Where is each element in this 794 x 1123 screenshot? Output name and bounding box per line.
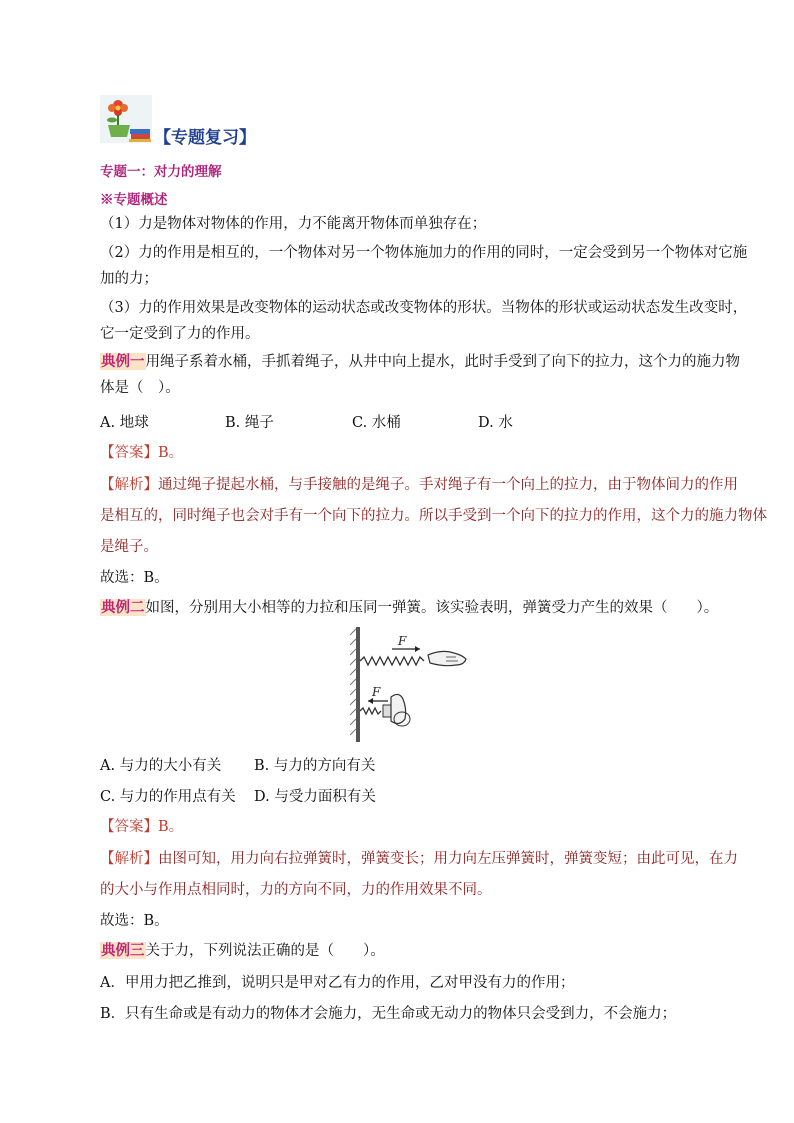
explanation-text: 由图可知，用力向右拉弹簧时，弹簧变长；用力向左压弹簧时，弹簧变短；由此可见，在力 bbox=[158, 851, 738, 867]
example2-option-c: C. 与力的作用点有关 bbox=[100, 789, 236, 805]
example1-option-a: A. 地球 bbox=[100, 415, 149, 431]
example1-answer bbox=[100, 443, 183, 463]
example3-question bbox=[100, 941, 385, 961]
example1-explanation-2: 是相互的，同时绳子也会对手有一个向下的拉力。所以手受到一个向下的拉力的作用，这个力的施力物体 bbox=[100, 508, 767, 524]
example3-label: 典例三 bbox=[101, 942, 145, 959]
answer-label: 【答案】 bbox=[100, 819, 158, 835]
example2-label: 典例二 bbox=[101, 599, 145, 616]
example2-explanation-1 bbox=[100, 849, 738, 869]
answer-label: 【答案】 bbox=[100, 445, 158, 461]
example2-option-b: B. 与力的方向有关 bbox=[254, 758, 376, 774]
explanation-label: 【解析】 bbox=[100, 851, 158, 867]
example1-option-b: B. 绳子 bbox=[225, 415, 274, 431]
overview-line-5: 它一定受到了力的作用。 bbox=[100, 326, 260, 342]
example3-option-b: B．只有生命或是有动力的物体才会施力，无生命或无动力的物体只会受到力，不会施力； bbox=[100, 1006, 677, 1022]
figure-label-top: F bbox=[398, 634, 407, 648]
flower-pot-logo-icon bbox=[100, 95, 152, 143]
spring-experiment-figure bbox=[350, 625, 475, 745]
example2-choice: 故选：B。 bbox=[100, 913, 169, 929]
answer-value: B。 bbox=[158, 819, 184, 835]
answer-value: B。 bbox=[158, 445, 184, 461]
example2-option-a: A. 与力的大小有关 bbox=[100, 758, 222, 774]
overview-line-1: （1）力是物体对物体的作用，力不能离开物体而单独存在； bbox=[100, 216, 487, 232]
example2-question-text: 如图，分别用大小相等的力拉和压同一弹簧。该实验表明，弹簧受力产生的效果（ ）。 bbox=[145, 600, 719, 616]
topic-title: 专题一：对力的理解 bbox=[100, 164, 222, 180]
example1-option-c: C. 水桶 bbox=[352, 415, 401, 431]
page-title: 【专题复习】 bbox=[154, 128, 256, 148]
example1-question-text: 用绳子系着水桶，手抓着绳子，从井中向上提水，此时手受到了向下的拉力，这个力的施力物 bbox=[145, 354, 740, 370]
example1-explanation-1 bbox=[100, 475, 738, 495]
example2-option-d: D. 与受力面积有关 bbox=[254, 789, 376, 805]
overview-line-3: 加的力； bbox=[100, 271, 158, 287]
figure-label-bottom: F bbox=[372, 685, 381, 699]
example1-question-cont: 体是（ ）。 bbox=[100, 380, 180, 396]
example1-label: 典例一 bbox=[101, 353, 145, 370]
explanation-label: 【解析】 bbox=[100, 477, 158, 493]
example1-choice: 故选：B。 bbox=[100, 570, 169, 586]
overview-line-2: （2）力的作用是相互的，一个物体对另一个物体施加力的作用的同时，一定会受到另一个物体对它施 bbox=[100, 245, 748, 261]
example2-explanation-2: 的大小与作用点相同时，力的方向不同，力的作用效果不同。 bbox=[100, 882, 492, 898]
example3-question-text: 关于力，下列说法正确的是（ ）。 bbox=[145, 943, 385, 959]
explanation-text: 通过绳子提起水桶，与手接触的是绳子。手对绳子有一个向上的拉力，由于物体间力的作用 bbox=[158, 477, 738, 493]
overview-line-4: （3）力的作用效果是改变物体的运动状态或改变物体的形状。当物体的形状或运动状态发生改变时， bbox=[100, 300, 748, 316]
example2-answer bbox=[100, 817, 183, 837]
example3-option-a: A．甲用力把乙推到，说明只是甲对乙有力的作用，乙对甲没有力的作用； bbox=[100, 975, 575, 991]
example1-explanation-3: 是绳子。 bbox=[100, 539, 158, 555]
example1-option-d: D. 水 bbox=[478, 415, 513, 431]
overview-label: ※专题概述 bbox=[100, 192, 168, 208]
example1-question bbox=[100, 352, 740, 372]
example2-question bbox=[100, 598, 718, 618]
